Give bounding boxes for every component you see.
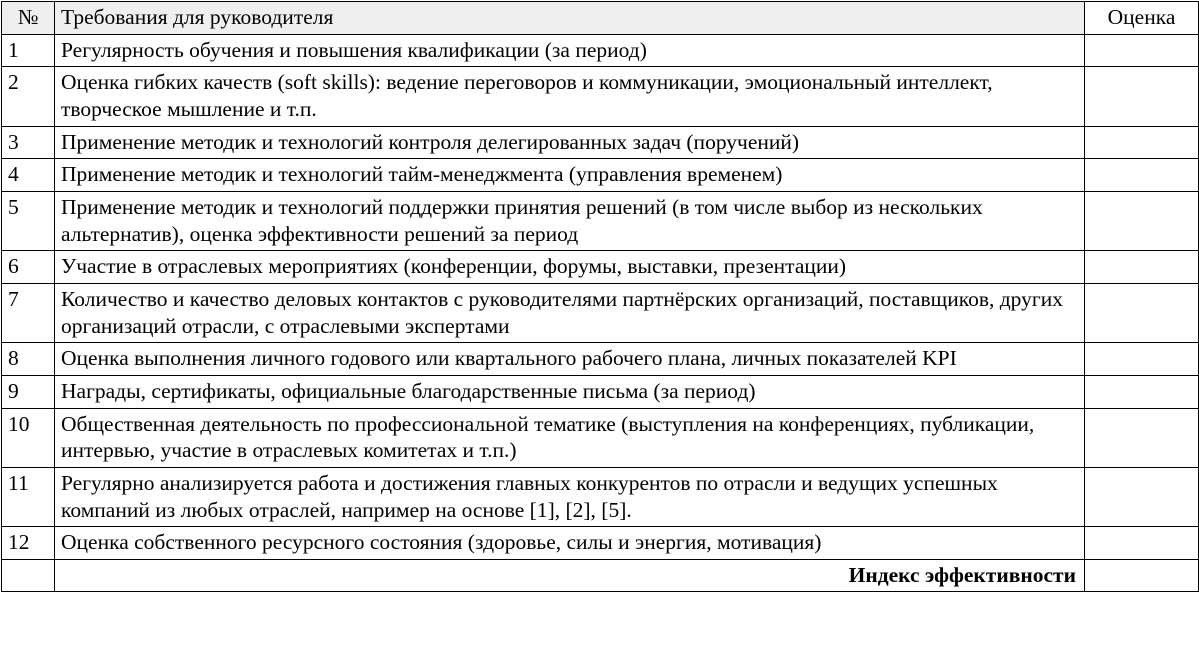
row-score[interactable]: [1085, 527, 1199, 560]
row-requirement: Участие в отраслевых мероприятиях (конференции, форумы, выставки, презентации): [55, 251, 1085, 284]
row-requirement: Регулярность обучения и повышения квалификации (за период): [55, 34, 1085, 67]
table-row: [2, 34, 1199, 67]
row-requirement: Применение методик и технологий контроля делегированных задач (поручений): [55, 126, 1085, 159]
table-row: [2, 343, 1199, 376]
table-row: [2, 159, 1199, 192]
row-number: 7: [2, 283, 55, 342]
row-number: 5: [2, 191, 55, 250]
table-total-row: [2, 559, 1199, 592]
row-number: 12: [2, 527, 55, 560]
row-requirement: Общественная деятельность по профессиональной тематике (выступления на конференциях, публикации, интервью, участие в отраслевых комитетах и т.п.): [55, 408, 1085, 467]
row-score[interactable]: [1085, 467, 1199, 526]
total-score[interactable]: [1085, 559, 1199, 592]
row-score[interactable]: [1085, 159, 1199, 192]
row-requirement: Оценка собственного ресурсного состояния (здоровье, силы и энергия, мотивация): [55, 527, 1085, 560]
row-score[interactable]: [1085, 126, 1199, 159]
table-body: [2, 34, 1199, 592]
table-row: [2, 67, 1199, 126]
row-number: 1: [2, 34, 55, 67]
row-number: 3: [2, 126, 55, 159]
row-requirement: Оценка гибких качеств (soft skills): ведение переговоров и коммуникации, эмоциональный интеллект, творческое мышление и т.п.: [55, 67, 1085, 126]
table-row: [2, 408, 1199, 467]
table-row: [2, 527, 1199, 560]
table-row: [2, 126, 1199, 159]
table-header-row: [2, 2, 1199, 35]
row-number: 6: [2, 251, 55, 284]
row-score[interactable]: [1085, 251, 1199, 284]
row-requirement: Количество и качество деловых контактов с руководителями партнёрских организаций, поставщиков, других организаций отрасли, с отраслевыми экспертами: [55, 283, 1085, 342]
table-row: [2, 375, 1199, 408]
requirements-table: [1, 1, 1199, 592]
row-score[interactable]: [1085, 408, 1199, 467]
row-score[interactable]: [1085, 34, 1199, 67]
table-row: [2, 251, 1199, 284]
row-score[interactable]: [1085, 343, 1199, 376]
table-row: [2, 191, 1199, 250]
header-cell-number: №: [2, 2, 55, 35]
header-cell-requirement: Требования для руководителя: [55, 2, 1085, 35]
row-score[interactable]: [1085, 67, 1199, 126]
row-number: 10: [2, 408, 55, 467]
row-number: 4: [2, 159, 55, 192]
row-score[interactable]: [1085, 375, 1199, 408]
total-row-number: [2, 559, 55, 592]
table-header: [2, 2, 1199, 35]
row-requirement: Награды, сертификаты, официальные благодарственные письма (за период): [55, 375, 1085, 408]
row-score[interactable]: [1085, 283, 1199, 342]
row-number: 11: [2, 467, 55, 526]
row-number: 2: [2, 67, 55, 126]
table-row: [2, 283, 1199, 342]
row-requirement: Применение методик и технологий поддержки принятия решений (в том числе выбор из нескольких альтернатив), оценка эффективности решений за период: [55, 191, 1085, 250]
row-score[interactable]: [1085, 191, 1199, 250]
row-number: 9: [2, 375, 55, 408]
header-cell-score: Оценка: [1085, 2, 1199, 35]
table-row: [2, 467, 1199, 526]
total-label: Индекс эффективности: [55, 559, 1085, 592]
row-requirement: Регулярно анализируется работа и достижения главных конкурентов по отрасли и ведущих успешных компаний из любых отраслей, например на основе [1], [2], [5].: [55, 467, 1085, 526]
row-number: 8: [2, 343, 55, 376]
row-requirement: Применение методик и технологий тайм-менеджмента (управления временем): [55, 159, 1085, 192]
row-requirement: Оценка выполнения личного годового или квартального рабочего плана, личных показателей KPI: [55, 343, 1085, 376]
